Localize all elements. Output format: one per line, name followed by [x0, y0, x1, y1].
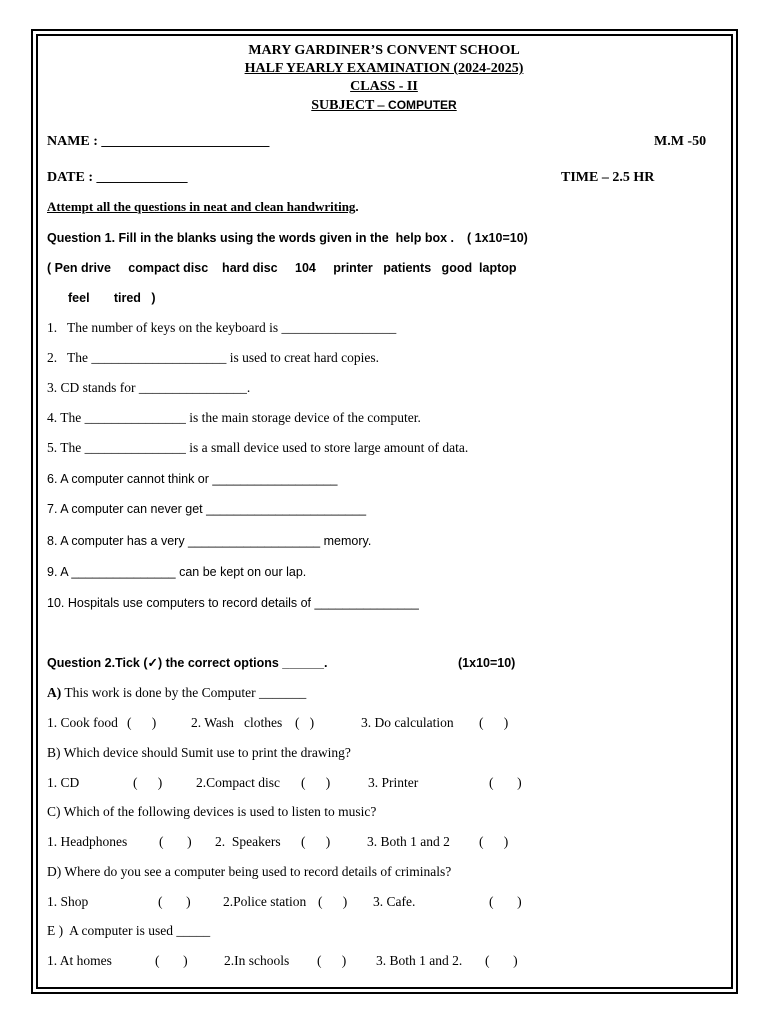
q2-e-option-1: 1. At homes — [47, 953, 112, 968]
q2-c-option-3: 3. Both 1 and 2 — [367, 834, 450, 849]
max-marks: M.M -50 — [654, 134, 707, 149]
q2-c-checkbox-3[interactable]: ( ) — [479, 834, 509, 849]
q2-b-option-1: 1. CD — [47, 775, 80, 790]
q2-a-checkbox-3[interactable]: ( ) — [479, 715, 509, 730]
instruction — [47, 199, 359, 215]
q1-help-box-line1: ( Pen drive compact disc hard disc 104 printer patients good laptop — [47, 261, 517, 275]
q2-a-checkbox-2[interactable]: ( ) — [295, 715, 315, 730]
q1-item-7: 7. A computer can never get _______________________ — [47, 502, 367, 516]
q2-a-label: A) — [47, 685, 62, 700]
q2-c-checkbox-2[interactable]: ( ) — [301, 834, 331, 849]
q2-a-option-1: 1. Cook food — [47, 715, 118, 730]
q1-item-4: 4. The _______________ is the main storage device of the computer. — [47, 410, 421, 425]
q2-c-question: C) Which of the following devices is used to listen to music? — [47, 804, 377, 819]
q1-item-5: 5. The _______________ is a small device used to store large amount of data. — [47, 440, 469, 455]
q2-marks: (1x10=10) — [458, 656, 516, 670]
q2-d-checkbox-3[interactable]: ( ) — [489, 894, 522, 909]
q2-d-option-2: 2.Police station — [223, 894, 307, 909]
q2-d-option-1: 1. Shop — [47, 894, 89, 909]
q2-c-checkbox-1[interactable]: ( ) — [159, 834, 192, 849]
q1-item-6: 6. A computer cannot think or __________________ — [47, 472, 338, 486]
instruction-period: . — [355, 199, 359, 214]
q1-item-9: 9. A _______________ can be kept on our lap. — [47, 565, 307, 579]
date-field: DATE : _____________ — [47, 170, 188, 185]
q2-title: Question 2.Tick (✓) the correct options ______. — [47, 656, 328, 670]
q2-a-option-3: 3. Do calculation — [361, 715, 454, 730]
q2-d-checkbox-2[interactable]: ( ) — [318, 894, 348, 909]
q2-b-checkbox-2[interactable]: ( ) — [301, 775, 331, 790]
school-name: MARY GARDINER’S CONVENT SCHOOL — [248, 43, 520, 58]
class-title: CLASS - II — [350, 79, 418, 94]
q2-e-checkbox-2[interactable]: ( ) — [317, 953, 347, 968]
name-field: NAME : ________________________ — [47, 134, 270, 149]
subject-label: SUBJECT – — [311, 98, 389, 113]
q1-title: Question 1. Fill in the blanks using the words given in the help box . — [47, 231, 454, 245]
q2-b-checkbox-3[interactable]: ( ) — [489, 775, 522, 790]
q2-e-option-2: 2.In schools — [224, 953, 290, 968]
q2-b-option-3: 3. Printer — [368, 775, 419, 790]
q2-e-checkbox-1[interactable]: ( ) — [155, 953, 188, 968]
q1-item-8: 8. A computer has a very ___________________ memory. — [47, 534, 372, 548]
q1-marks: ( 1x10=10) — [467, 231, 528, 245]
q2-b-checkbox-1[interactable]: ( ) — [133, 775, 163, 790]
q1-item-2: 2. The ____________________ is used to creat hard copies. — [47, 350, 379, 365]
q2-d-question: D) Where do you see a computer being used to record details of criminals? — [47, 864, 452, 879]
q2-b-question: B) Which device should Sumit use to print the drawing? — [47, 745, 351, 760]
q2-a-text: This work is done by the Computer _______ — [61, 685, 307, 700]
q2-c-option-2: 2. Speakers — [215, 834, 281, 849]
q2-a-checkbox-1[interactable]: ( ) — [127, 715, 157, 730]
q2-d-option-3: 3. Cafe. — [373, 894, 416, 909]
subject-value: COMPUTER — [388, 98, 457, 112]
q1-help-box-line2: feel tired ) — [68, 291, 156, 305]
q2-b-option-2: 2.Compact disc — [196, 775, 280, 790]
q2-e-checkbox-3[interactable]: ( ) — [485, 953, 518, 968]
q1-item-3: 3. CD stands for ________________. — [47, 380, 251, 395]
q1-item-10: 10. Hospitals use computers to record details of _______________ — [47, 596, 419, 610]
q2-d-checkbox-1[interactable]: ( ) — [158, 894, 191, 909]
instruction-text: Attempt all the questions in neat and clean handwriting — [47, 199, 356, 214]
time-field: TIME – 2.5 HR — [561, 170, 655, 185]
q1-item-1: 1. The number of keys on the keyboard is _________________ — [47, 320, 397, 335]
q2-a-question — [47, 685, 306, 701]
q2-a-option-2: 2. Wash clothes — [191, 715, 283, 730]
subject-title — [0, 97, 768, 114]
q2-c-option-1: 1. Headphones — [47, 834, 128, 849]
exam-title: HALF YEARLY EXAMINATION (2024-2025) — [244, 61, 524, 76]
q2-e-option-3: 3. Both 1 and 2. — [376, 953, 463, 968]
q2-e-question: E ) A computer is used _____ — [47, 923, 211, 938]
